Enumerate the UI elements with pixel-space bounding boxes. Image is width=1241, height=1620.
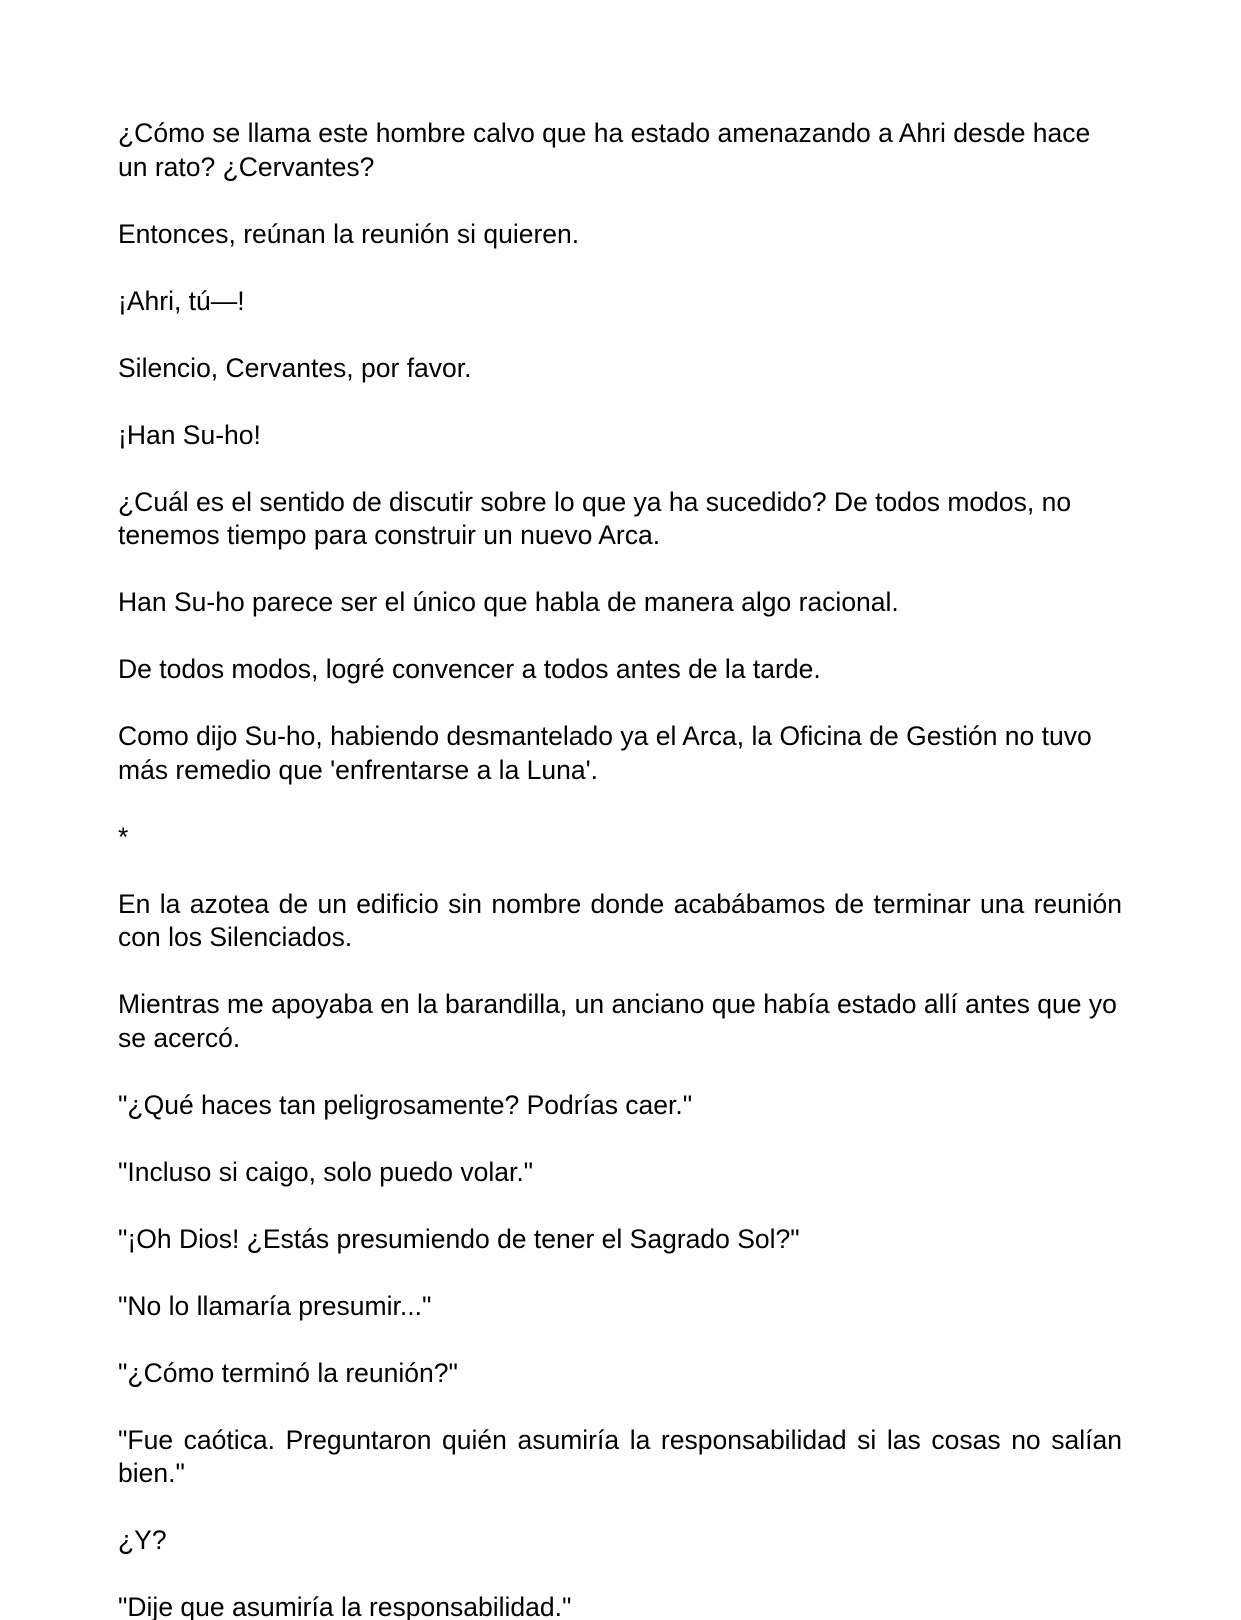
paragraph: Entonces, reúnan la reunión si quieren. [118, 218, 580, 249]
paragraph: ¿Cómo se llama este hombre calvo que ha estado amenazando a Ahri desde hace un rato? ¿Cervantes? [118, 118, 1091, 182]
scene-break: * [118, 821, 129, 852]
paragraph: Silencio, Cervantes, por favor. [118, 352, 472, 383]
paragraph: En la azotea de un edificio sin nombre donde acabábamos de terminar una reunión con los Silenciados. [118, 888, 1122, 952]
paragraph: De todos modos, logré convencer a todos antes de la tarde. [118, 654, 821, 684]
dialogue-line: "¿Qué haces tan peligrosamente? Podrías caer." [118, 1089, 693, 1120]
paragraph: ¡Ahri, tú—! [118, 285, 245, 316]
paragraph: ¡Han Su-ho! [118, 419, 261, 450]
dialogue-line: "No lo llamaría presumir..." [118, 1290, 432, 1321]
paragraph: ¿Cuál es el sentido de discutir sobre lo que ya ha sucedido? De todos modos, no tenemos tiempo para construir un nuevo Arca. [118, 486, 1072, 550]
dialogue-line: "Incluso si caigo, solo puedo volar." [118, 1156, 534, 1187]
paragraph: Como dijo Su-ho, habiendo desmantelado ya el Arca, la Oficina de Gestión no tuvo más remedio que 'enfrentarse a la Luna'. [118, 721, 1092, 785]
document-body [118, 117, 1122, 1620]
paragraph: Han Su-ho parece ser el único que habla de manera algo racional. [118, 587, 899, 617]
paragraph: ¿Y? [118, 1525, 167, 1555]
dialogue-line: "Dije que asumiría la responsabilidad." [118, 1592, 572, 1620]
dialogue-line: "Fue caótica. Preguntaron quién asumiría la responsabilidad si las cosas no salían bien." [118, 1424, 1122, 1488]
paragraph: Mientras me apoyaba en la barandilla, un anciano que había estado allí antes que yo se acercó. [118, 989, 1117, 1053]
dialogue-line: "¡Oh Dios! ¿Estás presumiendo de tener el Sagrado Sol?" [118, 1223, 800, 1254]
dialogue-line: "¿Cómo terminó la reunión?" [118, 1357, 458, 1388]
